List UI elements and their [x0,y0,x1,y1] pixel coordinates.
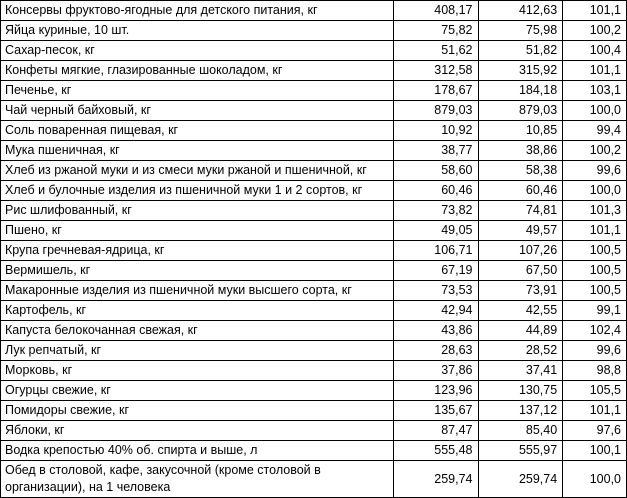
price-previous-cell: 49,05 [393,221,478,241]
product-name-cell: Пшено, кг [1,221,394,241]
price-current-cell: 74,81 [478,201,563,221]
table-row [1,441,627,461]
price-previous-cell: 51,62 [393,41,478,61]
product-name-cell: Капуста белокочанная свежая, кг [1,321,394,341]
price-previous-cell: 123,96 [393,381,478,401]
table-row [1,81,627,101]
price-table-body [1,1,627,498]
table-row [1,401,627,421]
price-previous-cell: 28,63 [393,341,478,361]
price-index-cell: 100,4 [563,41,627,61]
product-name-cell: Яйца куриные, 10 шт. [1,21,394,41]
price-index-cell: 103,1 [563,81,627,101]
price-current-cell: 10,85 [478,121,563,141]
price-previous-cell: 37,86 [393,361,478,381]
price-current-cell: 60,46 [478,181,563,201]
price-current-cell: 879,03 [478,101,563,121]
price-index-cell: 99,4 [563,121,627,141]
table-row [1,41,627,61]
price-current-cell: 75,98 [478,21,563,41]
price-index-cell: 97,6 [563,421,627,441]
price-index-cell: 101,3 [563,201,627,221]
product-name-cell: Морковь, кг [1,361,394,381]
table-row [1,1,627,21]
product-name-cell: Сахар-песок, кг [1,41,394,61]
price-previous-cell: 87,47 [393,421,478,441]
price-previous-cell: 75,82 [393,21,478,41]
price-previous-cell: 38,77 [393,141,478,161]
price-index-cell: 105,5 [563,381,627,401]
table-row [1,301,627,321]
price-current-cell: 28,52 [478,341,563,361]
price-previous-cell: 10,92 [393,121,478,141]
product-name-cell: Крупа гречневая-ядрица, кг [1,241,394,261]
price-index-cell: 101,1 [563,221,627,241]
price-current-cell: 38,86 [478,141,563,161]
price-current-cell: 259,74 [478,461,563,498]
price-current-cell: 44,89 [478,321,563,341]
product-name-cell: Вермишель, кг [1,261,394,281]
table-row [1,221,627,241]
product-name-cell: Макаронные изделия из пшеничной муки высшего сорта, кг [1,281,394,301]
product-name-cell: Яблоки, кг [1,421,394,441]
price-index-cell: 100,2 [563,21,627,41]
table-row [1,421,627,441]
price-index-cell: 100,2 [563,141,627,161]
price-previous-cell: 408,17 [393,1,478,21]
price-current-cell: 37,41 [478,361,563,381]
product-name-cell: Конфеты мягкие, глазированные шоколадом, кг [1,61,394,81]
price-previous-cell: 60,46 [393,181,478,201]
price-previous-cell: 178,67 [393,81,478,101]
table-row [1,121,627,141]
price-index-cell: 100,1 [563,441,627,461]
product-name-cell: Мука пшеничная, кг [1,141,394,161]
table-row [1,341,627,361]
price-index-cell: 100,0 [563,461,627,498]
product-name-cell: Печенье, кг [1,81,394,101]
price-index-cell: 102,4 [563,321,627,341]
table-row [1,281,627,301]
price-current-cell: 67,50 [478,261,563,281]
product-name-cell: Огурцы свежие, кг [1,381,394,401]
table-row [1,241,627,261]
price-current-cell: 107,26 [478,241,563,261]
product-name-cell: Хлеб и булочные изделия из пшеничной муки 1 и 2 сортов, кг [1,181,394,201]
price-previous-cell: 73,82 [393,201,478,221]
product-name-cell: Помидоры свежие, кг [1,401,394,421]
price-current-cell: 51,82 [478,41,563,61]
price-index-cell: 100,5 [563,261,627,281]
product-name-cell: Консервы фруктово-ягодные для детского питания, кг [1,1,394,21]
price-index-cell: 100,5 [563,241,627,261]
price-previous-cell: 73,53 [393,281,478,301]
price-current-cell: 137,12 [478,401,563,421]
price-previous-cell: 42,94 [393,301,478,321]
product-name-cell: Рис шлифованный, кг [1,201,394,221]
price-current-cell: 58,38 [478,161,563,181]
table-row [1,21,627,41]
product-name-cell: Обед в столовой, кафе, закусочной (кроме столовой в организации), на 1 человека [1,461,394,498]
price-previous-cell: 67,19 [393,261,478,281]
price-current-cell: 49,57 [478,221,563,241]
price-index-cell: 101,1 [563,1,627,21]
price-index-cell: 99,1 [563,301,627,321]
price-index-cell: 101,1 [563,61,627,81]
product-name-cell: Водка крепостью 40% об. спирта и выше, л [1,441,394,461]
price-current-cell: 412,63 [478,1,563,21]
price-current-cell: 85,40 [478,421,563,441]
price-current-cell: 42,55 [478,301,563,321]
price-index-cell: 99,6 [563,161,627,181]
price-index-cell: 100,0 [563,101,627,121]
price-previous-cell: 555,48 [393,441,478,461]
price-current-cell: 73,91 [478,281,563,301]
price-index-cell: 100,0 [563,181,627,201]
table-row [1,381,627,401]
price-index-cell: 101,1 [563,401,627,421]
price-previous-cell: 312,58 [393,61,478,81]
table-row [1,321,627,341]
price-previous-cell: 43,86 [393,321,478,341]
table-row [1,461,627,498]
price-current-cell: 555,97 [478,441,563,461]
table-row [1,141,627,161]
price-previous-cell: 259,74 [393,461,478,498]
product-name-cell: Хлеб из ржаной муки и из смеси муки ржаной и пшеничной, кг [1,161,394,181]
product-name-cell: Чай черный байховый, кг [1,101,394,121]
price-previous-cell: 135,67 [393,401,478,421]
table-row [1,101,627,121]
product-name-cell: Картофель, кг [1,301,394,321]
table-row [1,161,627,181]
product-name-cell: Соль поваренная пищевая, кг [1,121,394,141]
table-row [1,361,627,381]
table-row [1,261,627,281]
price-current-cell: 315,92 [478,61,563,81]
price-index-cell: 98,8 [563,361,627,381]
price-previous-cell: 879,03 [393,101,478,121]
price-index-cell: 99,6 [563,341,627,361]
table-row [1,181,627,201]
price-previous-cell: 106,71 [393,241,478,261]
table-row [1,201,627,221]
price-current-cell: 184,18 [478,81,563,101]
product-name-cell: Лук репчатый, кг [1,341,394,361]
table-row [1,61,627,81]
price-previous-cell: 58,60 [393,161,478,181]
price-current-cell: 130,75 [478,381,563,401]
price-index-cell: 100,5 [563,281,627,301]
